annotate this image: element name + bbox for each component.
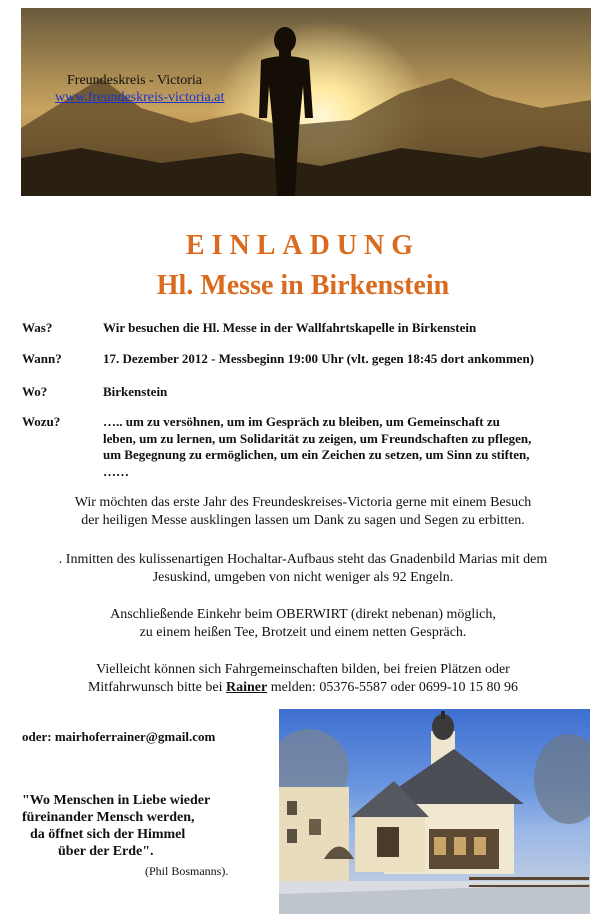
paragraph-fahrgemeinschaft-line2 [10, 679, 596, 697]
quote-line3: da öffnet sich der Himmel [30, 827, 186, 842]
contact-email[interactable]: oder: mairhoferrainer@gmail.com [22, 729, 216, 744]
quote-line2: füreinander Mensch werden, [22, 810, 195, 825]
page-subtitle: Hl. Messe in Birkenstein [156, 270, 450, 301]
paragraph-einkehr-line1: Anschließende Einkehr beim OBERWIRT (direkt nebenan) möglich, [110, 607, 496, 622]
header-photo [21, 8, 591, 196]
text-was: Wir besuchen die Hl. Messe in der Wallfahrtskapelle in Birkenstein [103, 320, 477, 335]
quote-line4: über der Erde". [58, 844, 154, 859]
paragraph-einkehr [10, 606, 596, 641]
page-title: EINLADUNG [185, 230, 421, 261]
quote-author: (Phil Bosmanns). [145, 864, 229, 878]
text-wo: Birkenstein [103, 384, 168, 399]
paragraph-einkehr-line2: zu einem heißen Tee, Brotzeit und einem netten Gespräch. [139, 624, 467, 640]
text-wann: 17. Dezember 2012 - Messbeginn 19:00 Uhr (vlt. gegen 18:45 dort ankommen) [103, 351, 534, 366]
contact-name: Rainer [226, 679, 268, 695]
contact-prefix: Mitfahrwunsch bitte bei [87, 679, 226, 695]
label-wann: Wann? [22, 351, 62, 366]
organization-name: Freundeskreis - Victoria [67, 73, 202, 88]
quote-line1: "Wo Menschen in Liebe wieder [22, 793, 211, 808]
paragraph-altar [10, 551, 596, 586]
label-wo: Wo? [22, 384, 48, 399]
paragraph-intro-line2: der heiligen Messe ausklingen lassen um Dank zu sagen und Segen zu erbitten. [81, 512, 525, 528]
birkenstein-chapel-image [279, 709, 590, 914]
paragraph-fahrgemeinschaft-line1: Vielleicht können sich Fahrgemeinschaften bilden, bei freien Plätzen oder [96, 662, 510, 677]
paragraph-altar-line1: . Inmitten des kulissenartigen Hochaltar-Aufbaus steht das Gnadenbild Marias mit dem [58, 552, 548, 567]
paragraph-altar-line2: Jesuskind, umgeben von nicht weniger als 92 Engeln. [152, 569, 454, 585]
paragraph-fahrgemeinschaft [10, 661, 596, 696]
text-wozu: ….. um zu versöhnen, um im Gespräch zu bleiben, um Gemeinschaft zu leben, um zu lernen, um Solidarität zu zeigen, um Freundschaften zu pflegen, um Begegnung zu ermöglichen, um ein Zeichen zu setzen, um Sinn zu stiften, …… [103, 414, 532, 479]
paragraph-intro-line1: Wir möchten das erste Jahr des Freundeskreises-Victoria gerne mit einem Besuch [74, 495, 532, 510]
quote-block [22, 792, 272, 860]
label-was: Was? [22, 320, 53, 335]
church-photo [279, 709, 590, 914]
website-link[interactable]: www.freundeskreis-victoria.at [55, 90, 225, 105]
paragraph-intro [10, 494, 596, 529]
contact-phones: melden: 05376-5587 oder 0699-10 15 80 96 [267, 679, 519, 695]
label-wozu: Wozu? [22, 414, 61, 429]
